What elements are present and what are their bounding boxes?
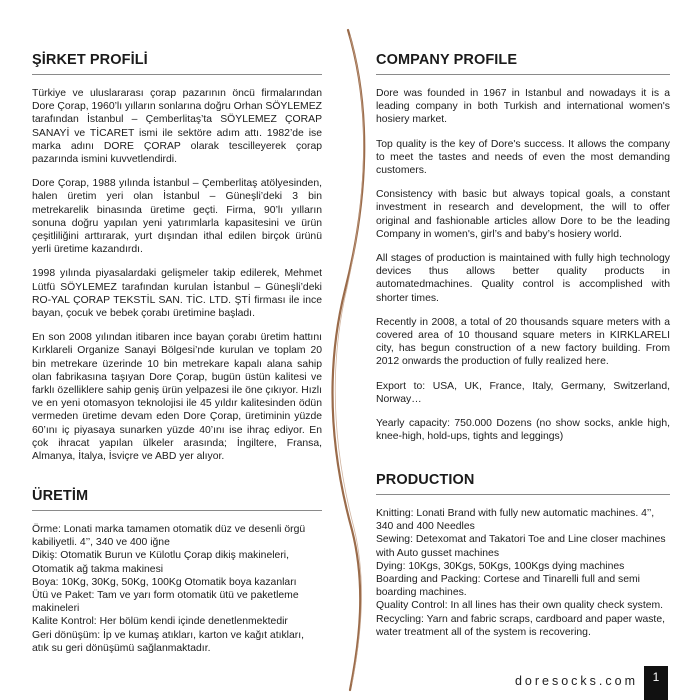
title-underline: [376, 74, 670, 75]
english-production-title: PRODUCTION: [376, 472, 475, 488]
turkish-production-line: Geri dönüşüm: İp ve kumaş atıkları, karton ve kağıt atıkları, atık su geri dönüşümü sağlanmaktadır.: [32, 629, 305, 654]
english-capacity-paragraph: Yearly capacity: 750.000 Dozens (no show socks, ankle high, knee-high, hold-ups, tights and leggings): [376, 418, 670, 443]
website-link[interactable]: doresocks.com: [514, 674, 638, 688]
title-underline: [32, 74, 322, 75]
page-number-badge: [644, 666, 668, 700]
turkish-production-line: Örme: Lonati marka tamamen otomatik düz ve desenli örgü kabiliyetli. 4’’, 340 ve 400 iğne: [32, 524, 306, 549]
english-production-line: Dying: 10Kgs, 30Kgs, 50Kgs, 100Kgs dying machines: [376, 560, 625, 572]
turkish-production-line: Kalite Kontrol: Her bölüm kendi içinde denetlenmektedir: [32, 616, 288, 628]
turkish-profile-paragraph: Dore Çorap, 1988 yılında İstanbul – Çemberlitaş atölyesinden, halen üretim yeri olan İstanbul – Güneşli’deki 3 bin metrekarelik binasında üretime geçti. Firma, 90’lı yılların sonuna doğru yapılan yeni yatırımlarla kapasitesini ve ürün çeşitliliğini arttırarak, yurt dışından ithal edilen birçok ürünü yerli üretime kazandırdı.: [32, 178, 322, 256]
english-production-line: Recycling: Yarn and fabric scraps, cardboard and paper waste, water treatment all of the system is recovering.: [376, 613, 665, 638]
english-profile-section: [376, 52, 670, 443]
turkish-profile-paragraph: 1998 yılında piyasalardaki gelişmeler takip edilerek, Mehmet Lütfü SÖYLEMEZ tarafından kurulan İstanbul – Güneşli’deki RO-YAL ÇORAP TEKSTİL SAN. TİC. LTD. ŞTİ firması ile ince bayan, çocuk ve bebek çorabı üretimine başladı.: [32, 268, 322, 320]
english-production-line: Quality Control: In all lines has their own quality check system.: [376, 600, 664, 612]
english-profile-title: COMPANY PROFILE: [376, 52, 518, 68]
english-production-line: Sewing: Detexomat and Takatori Toe and Line closer machines with Auto gusset machines: [376, 534, 666, 559]
english-profile-paragraph: Recently in 2008, a total of 20 thousands square meters with a covered area of 10 thousand square meters in KIRKLARELI city, has begun construction of a new factory building. From 2012 onwards the production of fully realized here.: [376, 316, 670, 368]
english-production-line: Boarding and Packing: Cortese and Tinarelli full and semi boarding machines.: [376, 574, 640, 599]
page-number: 1: [652, 670, 660, 684]
turkish-production-title: ÜRETİM: [32, 488, 89, 504]
turkish-profile-section: [32, 52, 322, 463]
turkish-profile-title: ŞİRKET PROFİLİ: [32, 52, 148, 68]
english-export-paragraph: Export to: USA, UK, France, Italy, Germany, Switzerland, Norway…: [376, 380, 670, 405]
english-profile-paragraph: Consistency with basic but always topical goals, a constant investment in research and development, the will to offer original and fashionable articles allow Dore to be the leading Company in women's, girl’s and baby’s hosiery world.: [376, 189, 670, 240]
english-production-line: Knitting: Lonati Brand with fully new automatic machines. 4’’, 340 and 400 Needles: [376, 508, 655, 533]
turkish-production-line: Boya: 10Kg, 30Kg, 50Kg, 100Kg Otomatik boya kazanları: [32, 576, 297, 588]
turkish-profile-paragraph: En son 2008 yılından itibaren ince bayan çorabı üretim hattını Kırklareli Organize Sanayi Bölgesi’nde kurulan ve toplam 20 bin metrekare üzerinde 10 bin metrekare kapalı alana sahip olan fabrikasına taşıyan Dore Çorap, bugün üstün kalitesi ve farklı özelliklere sahip geniş ürün yelpazesi ile öne çıkıyor. Hızlı ve en yeni otomasyon teknolojisi ile 45 yıldır kalitesinden ödün vermeden üretime devam eden Dore Çorap, üretiminin yüzde 60’ını iç piyasaya sunarken yüzde 40’ını ise ihraç ediyor. En çok ihracat yapılan ülkeler arasında; İngiltere, Fransa, Almanya, İtalya, İsviçre ve ABD yer alıyor.: [32, 332, 322, 463]
title-underline: [376, 494, 670, 495]
english-profile-paragraph: Dore was founded in 1967 in Istanbul and nowadays it is a leading company in both Turkish and international women's hosiery market.: [376, 88, 670, 126]
turkish-production-line: Ütü ve Paket: Tam ve yarı form otomatik ütü ve paketleme makineleri: [32, 590, 299, 615]
turkish-production-section: [32, 488, 322, 655]
english-profile-paragraph: Top quality is the key of Dore's success. It allows the company to meet the tastes and needs of even the most demanding customers.: [376, 138, 670, 177]
title-underline: [32, 510, 322, 511]
english-profile-paragraph: All stages of production is maintained with fully high technology devices thus allows better quality products in automatedmachines. Quality control is accomplished with shorter times.: [376, 253, 670, 304]
turkish-profile-paragraph: Türkiye ve uluslararası çorap pazarının öncü firmalarından Dore Çorap, 1960’lı yılların sonlarına doğru Orhan SÖYLEMEZ tarafından İstanbul – Çemberlitaş’ta SÖYLEMEZ ÇORAP SANAYİ ve TİCARET ismi ile sektöre adım attı. 1982’de ise marka adını DORE ÇORAP olarak tescilleyerek çorap pazarında ismini kuvvetlendirdi.: [32, 88, 322, 166]
turkish-production-line: Dikiş: Otomatik Burun ve Külotlu Çorap dikiş makineleri, Otomatik ağ takma makinesi: [32, 550, 289, 575]
english-production-section: [376, 472, 670, 639]
